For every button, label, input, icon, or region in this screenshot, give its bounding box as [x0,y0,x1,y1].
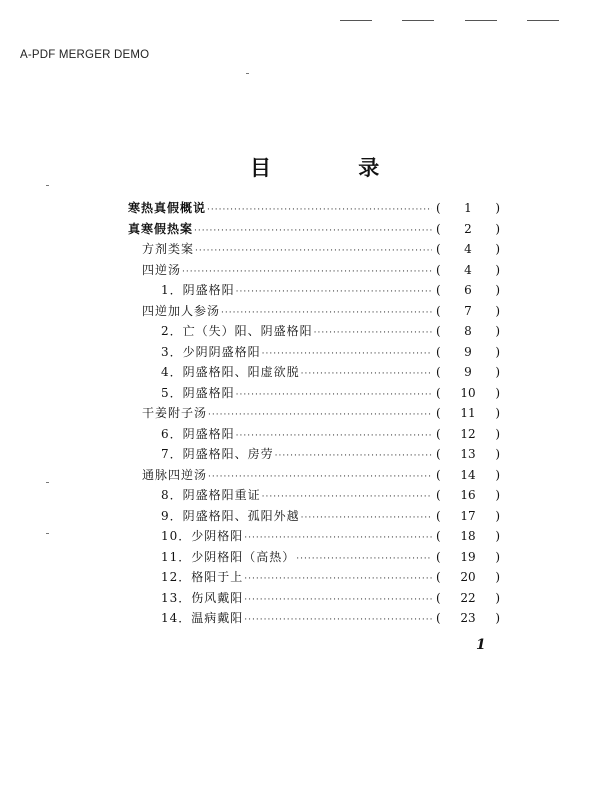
toc-entry [128,445,500,466]
toc-entry [128,568,500,589]
toc-page-ref: ( 22 ) [436,590,500,605]
toc-entry-label: 方剂类案 [142,242,195,256]
dot-leader [236,431,432,441]
toc-entry [128,486,500,507]
toc-page-ref: ( 16 ) [436,488,500,502]
toc-page-ref: ( 4 ) [436,242,500,256]
toc-entry [128,466,500,487]
toc-entry [128,302,500,323]
dot-leader [314,328,432,338]
toc-page-number: 13 [460,447,476,461]
toc-page-ref: ( 8 ) [436,324,500,338]
dot-leader [194,226,432,236]
dot-leader [208,410,432,420]
toc-page-ref: ( 2 ) [436,221,500,236]
dot-leader [182,267,432,277]
header-rule [402,20,434,21]
toc-entry [128,261,500,282]
toc-page-ref: ( 17 ) [436,508,500,523]
scan-speck [246,73,249,74]
toc-page-ref: ( 10 ) [436,385,500,400]
toc-entry [128,589,500,610]
toc-page-number: 8 [464,324,472,338]
watermark-text: A-PDF MERGER DEMO [20,49,150,61]
toc-entry [128,548,500,569]
toc-page-ref: ( 19 ) [436,549,500,564]
toc-page-number: 7 [464,303,472,318]
toc-page-number: 18 [460,529,476,543]
toc-page-number: 1 [464,201,472,215]
toc-entry [128,199,500,220]
toc-entry-label: 12．格阳于上 [161,570,244,584]
dot-leader [244,615,432,625]
toc-entry-label: 14．温病戴阳 [161,611,244,625]
scan-speck [46,482,49,483]
toc-entry-label: 干姜附子汤 [142,406,208,420]
dot-leader [296,554,432,564]
toc-entry [128,322,500,343]
toc-entry-label: 真寒假热案 [128,221,194,236]
toc-page-number: 10 [460,385,476,400]
toc-page-number: 20 [460,570,476,584]
toc-page-number: 9 [464,365,472,379]
dot-leader [236,390,432,400]
toc-page-number: 23 [460,611,476,625]
toc-entry [128,240,500,261]
dot-leader [221,308,432,318]
toc-page-ref: ( 7 ) [436,303,500,318]
toc-entry [128,384,500,405]
toc-page-number: 6 [464,283,472,297]
toc-entry-label: 5．阴盛格阳 [161,385,235,400]
dot-leader [301,369,432,379]
toc-entry-label: 8．阴盛格阳重证 [161,488,261,502]
toc-page-ref: ( 4 ) [436,262,500,277]
toc-page-number: 4 [464,262,472,277]
dot-leader [244,595,432,605]
scan-speck [46,185,49,186]
toc-page-ref: ( 18 ) [436,529,500,543]
toc-page-number: 4 [464,242,472,256]
toc-entry-label: 7．阴盛格阳、房劳 [161,447,274,461]
toc-entry-label: 通脉四逆汤 [142,467,208,482]
header-rule [527,20,559,21]
toc-page-number: 16 [460,488,476,502]
toc-entry-label: 四逆加人参汤 [142,303,221,318]
toc-page-number: 22 [460,590,476,605]
dot-leader [262,492,432,502]
dot-leader [301,513,432,523]
dot-leader [275,451,432,461]
page-number: 1 [476,637,486,653]
toc-entry [128,507,500,528]
dot-leader [244,574,432,584]
dot-leader [244,533,432,543]
toc-page-ref: ( 9 ) [436,344,500,359]
toc-entry-label: 3．少阴阴盛格阳 [161,344,261,359]
toc-page-number: 14 [460,467,476,482]
toc-page-ref: ( 1 ) [436,201,500,215]
scan-speck [46,533,49,534]
toc-page-ref: ( 23 ) [436,611,500,625]
toc-page-ref: ( 14 ) [436,467,500,482]
toc-entry-label: 9．阴盛格阳、孤阳外越 [161,508,300,523]
dot-leader [207,205,432,215]
toc-page-ref: ( 9 ) [436,365,500,379]
page-title: 目 录 [250,156,420,180]
toc-entry-label: 2．亡（失）阳、阴盛格阳 [161,324,313,338]
toc-page-number: 2 [464,221,472,236]
toc-page-ref: ( 13 ) [436,447,500,461]
header-rule [340,20,372,21]
toc-page-ref: ( 11 ) [436,406,500,420]
dot-leader [262,349,432,359]
toc-entry [128,404,500,425]
toc-page-ref: ( 6 ) [436,283,500,297]
toc-entry [128,609,500,630]
toc-entry [128,281,500,302]
toc-page-number: 11 [460,406,476,420]
toc-entry-label: 10．少阴格阳 [161,529,244,543]
dot-leader [236,287,432,297]
toc-entry [128,527,500,548]
toc-entry-label: 11．少阴格阳（高热） [161,549,296,564]
toc-entry-label: 四逆汤 [142,262,182,277]
toc-entry [128,363,500,384]
toc-page-number: 19 [460,549,476,564]
toc-entry-label: 寒热真假概说 [128,201,207,215]
toc-page-number: 9 [464,344,472,359]
dot-leader [208,472,432,482]
dot-leader [195,246,432,256]
toc-entry-label: 13．伤风戴阳 [161,590,244,605]
toc-entry-label: 1．阴盛格阳 [161,283,235,297]
toc-page-number: 17 [460,508,476,523]
toc-page-number: 12 [460,426,476,441]
table-of-contents [128,199,500,630]
toc-entry-label: 4．阴盛格阳、阳虚欲脱 [161,365,300,379]
toc-page-ref: ( 20 ) [436,570,500,584]
toc-entry [128,425,500,446]
toc-entry [128,220,500,241]
toc-entry-label: 6．阴盛格阳 [161,426,235,441]
header-rule [465,20,497,21]
toc-entry [128,343,500,364]
toc-page-ref: ( 12 ) [436,426,500,441]
